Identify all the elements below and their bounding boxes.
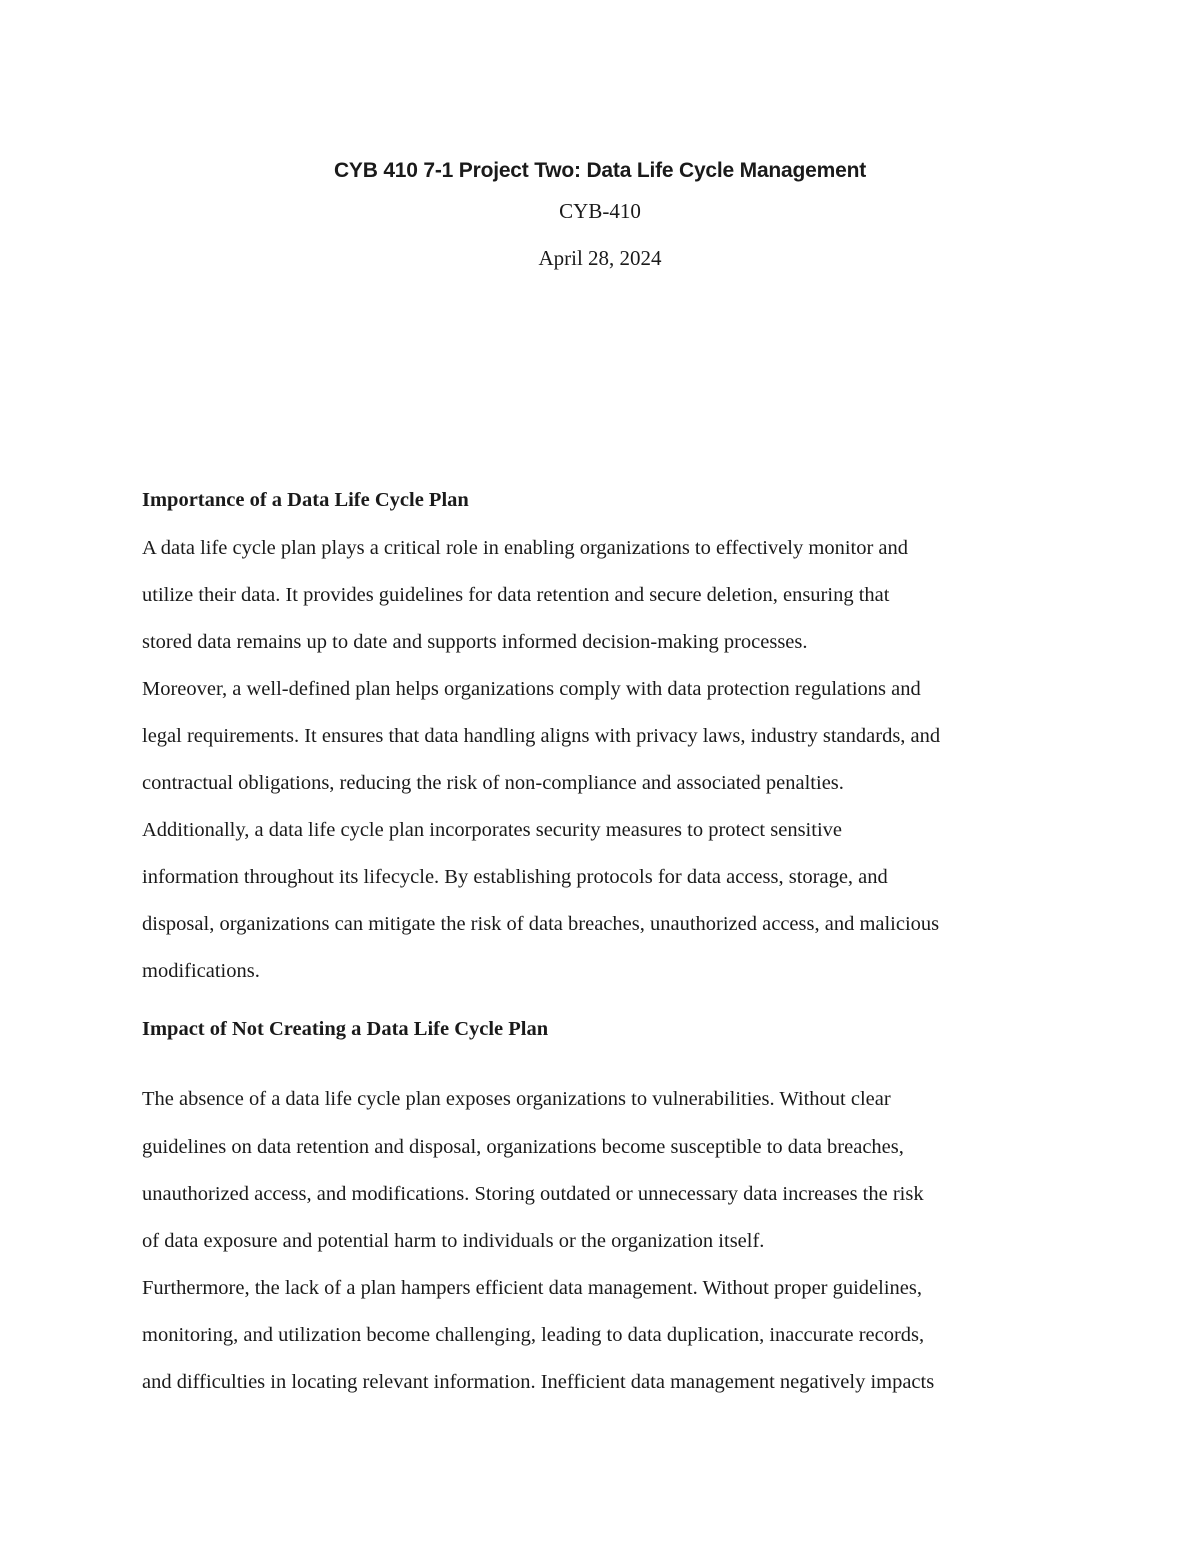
paragraph-line: unauthorized access, and modifications. Storing outdated or unnecessary data increases the risk <box>142 1183 924 1205</box>
paragraph-line: information throughout its lifecycle. By establishing protocols for data access, storage, and <box>142 866 888 888</box>
paragraph-line: contractual obligations, reducing the risk of non-compliance and associated penalties. <box>142 772 844 794</box>
document-date: April 28, 2024 <box>538 246 662 270</box>
paragraph-line: modifications. <box>142 960 260 982</box>
paragraph-line: guidelines on data retention and disposal, organizations become susceptible to data breaches, <box>142 1136 904 1158</box>
section-heading-importance: Importance of a Data Life Cycle Plan <box>142 489 469 511</box>
paragraph-line: Furthermore, the lack of a plan hampers efficient data management. Without proper guidelines, <box>142 1277 923 1299</box>
document-title: CYB 410 7-1 Project Two: Data Life Cycle Management <box>333 159 867 182</box>
paragraph-line: disposal, organizations can mitigate the risk of data breaches, unauthorized access, and malicious <box>142 913 940 935</box>
title-block <box>0 154 1200 282</box>
paragraph-line: legal requirements. It ensures that data handling aligns with privacy laws, industry standards, and <box>142 725 941 747</box>
paragraph-line: utilize their data. It provides guidelines for data retention and secure deletion, ensuring that <box>142 584 890 606</box>
course-code: CYB-410 <box>559 199 641 223</box>
paragraph-line: The absence of a data life cycle plan exposes organizations to vulnerabilities. Without clear <box>142 1088 891 1110</box>
paragraph-line: Moreover, a well-defined plan helps organizations comply with data protection regulations and <box>142 678 921 700</box>
paragraph-line: monitoring, and utilization become challenging, leading to data duplication, inaccurate records, <box>142 1324 925 1346</box>
paragraph-line: and difficulties in locating relevant information. Inefficient data management negatively impacts <box>142 1371 935 1393</box>
paragraph-line: of data exposure and potential harm to individuals or the organization itself. <box>142 1230 765 1252</box>
section-heading-impact: Impact of Not Creating a Data Life Cycle Plan <box>142 1018 549 1040</box>
paragraph-line: Additionally, a data life cycle plan incorporates security measures to protect sensitive <box>142 819 842 841</box>
paragraph-line: A data life cycle plan plays a critical role in enabling organizations to effectively monitor and <box>142 537 909 559</box>
paragraph-line: stored data remains up to date and supports informed decision-making processes. <box>142 631 808 653</box>
